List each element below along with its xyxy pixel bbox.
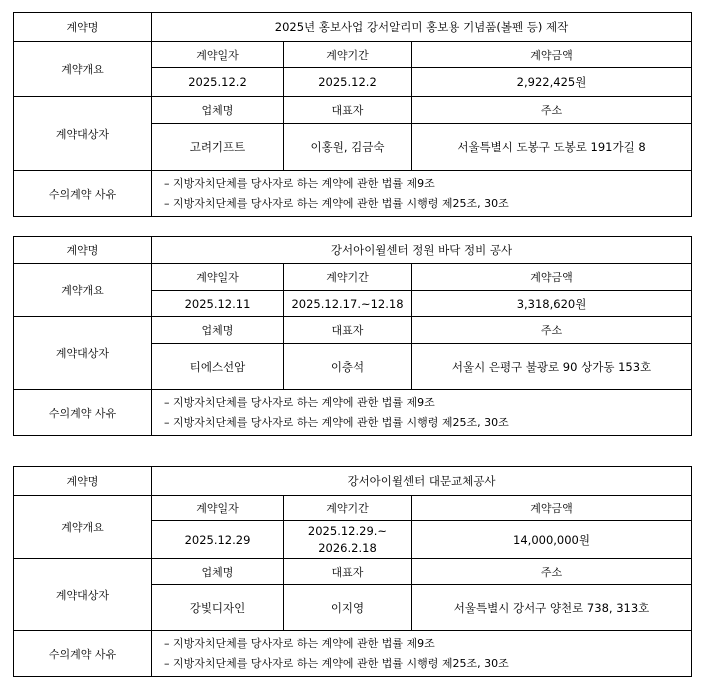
label-reason: 수의계약 사유 — [14, 390, 152, 436]
contract-table-3 — [13, 466, 692, 677]
header-address: 주소 — [412, 559, 692, 585]
company-name: 고려기프트 — [152, 124, 284, 171]
header-representative: 대표자 — [284, 97, 412, 124]
header-address: 주소 — [412, 317, 692, 344]
reason-line: – 지방자치단체를 당사자로 하는 계약에 관한 법률 시행령 제25조, 30조 — [164, 656, 509, 670]
reason-cell — [152, 631, 692, 677]
header-company: 업체명 — [152, 97, 284, 124]
label-counterparty: 계약대상자 — [14, 97, 152, 171]
reason-line: – 지방자치단체를 당사자로 하는 계약에 관한 법률 제9조 — [164, 636, 435, 650]
representative-name: 이홍원, 김금숙 — [284, 124, 412, 171]
header-contract-date: 계약일자 — [152, 264, 284, 291]
header-amount: 계약금액 — [412, 496, 692, 521]
company-name: 티에스선암 — [152, 344, 284, 390]
label-contract-name: 계약명 — [14, 467, 152, 496]
header-period: 계약기간 — [284, 496, 412, 521]
company-address: 서울시 은평구 불광로 90 상가동 153호 — [412, 344, 692, 390]
label-overview: 계약개요 — [14, 264, 152, 317]
label-contract-name: 계약명 — [14, 237, 152, 264]
label-overview: 계약개요 — [14, 42, 152, 97]
contract-table-1 — [13, 12, 692, 217]
representative-name: 이지영 — [284, 585, 412, 631]
header-amount: 계약금액 — [412, 42, 692, 68]
label-counterparty: 계약대상자 — [14, 317, 152, 390]
reason-line: – 지방자치단체를 당사자로 하는 계약에 관한 법률 제9조 — [164, 395, 435, 409]
contract-period: 2025.12.2 — [284, 68, 412, 97]
contract-date: 2025.12.2 — [152, 68, 284, 97]
header-amount: 계약금액 — [412, 264, 692, 291]
contract-amount: 3,318,620원 — [412, 291, 692, 317]
header-period: 계약기간 — [284, 42, 412, 68]
contract-amount: 2,922,425원 — [412, 68, 692, 97]
header-company: 업체명 — [152, 317, 284, 344]
company-address: 서울특별시 강서구 양천로 738, 313호 — [412, 585, 692, 631]
label-reason: 수의계약 사유 — [14, 631, 152, 677]
representative-name: 이층석 — [284, 344, 412, 390]
contract-title: 강서아이윌센터 정원 바닥 정비 공사 — [152, 237, 692, 264]
label-contract-name: 계약명 — [14, 13, 152, 42]
contract-title: 2025년 홍보사업 강서알리미 홍보용 기념품(볼펜 등) 제작 — [152, 13, 692, 42]
company-address: 서울특별시 도봉구 도봉로 191가길 8 — [412, 124, 692, 171]
contract-date: 2025.12.11 — [152, 291, 284, 317]
label-overview: 계약개요 — [14, 496, 152, 559]
label-counterparty: 계약대상자 — [14, 559, 152, 631]
contract-date: 2025.12.29 — [152, 521, 284, 559]
reason-cell — [152, 390, 692, 436]
header-company: 업체명 — [152, 559, 284, 585]
header-contract-date: 계약일자 — [152, 496, 284, 521]
reason-line: – 지방자치단체를 당사자로 하는 계약에 관한 법률 시행령 제25조, 30조 — [164, 196, 509, 210]
header-contract-date: 계약일자 — [152, 42, 284, 68]
reason-line: – 지방자치단체를 당사자로 하는 계약에 관한 법률 시행령 제25조, 30조 — [164, 415, 509, 429]
reason-cell — [152, 171, 692, 217]
contract-amount: 14,000,000원 — [412, 521, 692, 559]
header-representative: 대표자 — [284, 317, 412, 344]
reason-line: – 지방자치단체를 당사자로 하는 계약에 관한 법률 제9조 — [164, 176, 435, 190]
contract-title: 강서아이윌센터 대문교체공사 — [152, 467, 692, 496]
contract-period: 2025.12.17.~12.18 — [284, 291, 412, 317]
label-reason: 수의계약 사유 — [14, 171, 152, 217]
company-name: 강빛디자인 — [152, 585, 284, 631]
contract-period: 2025.12.29.~ 2026.2.18 — [284, 521, 412, 559]
header-address: 주소 — [412, 97, 692, 124]
header-representative: 대표자 — [284, 559, 412, 585]
contract-table-2 — [13, 236, 692, 436]
header-period: 계약기간 — [284, 264, 412, 291]
